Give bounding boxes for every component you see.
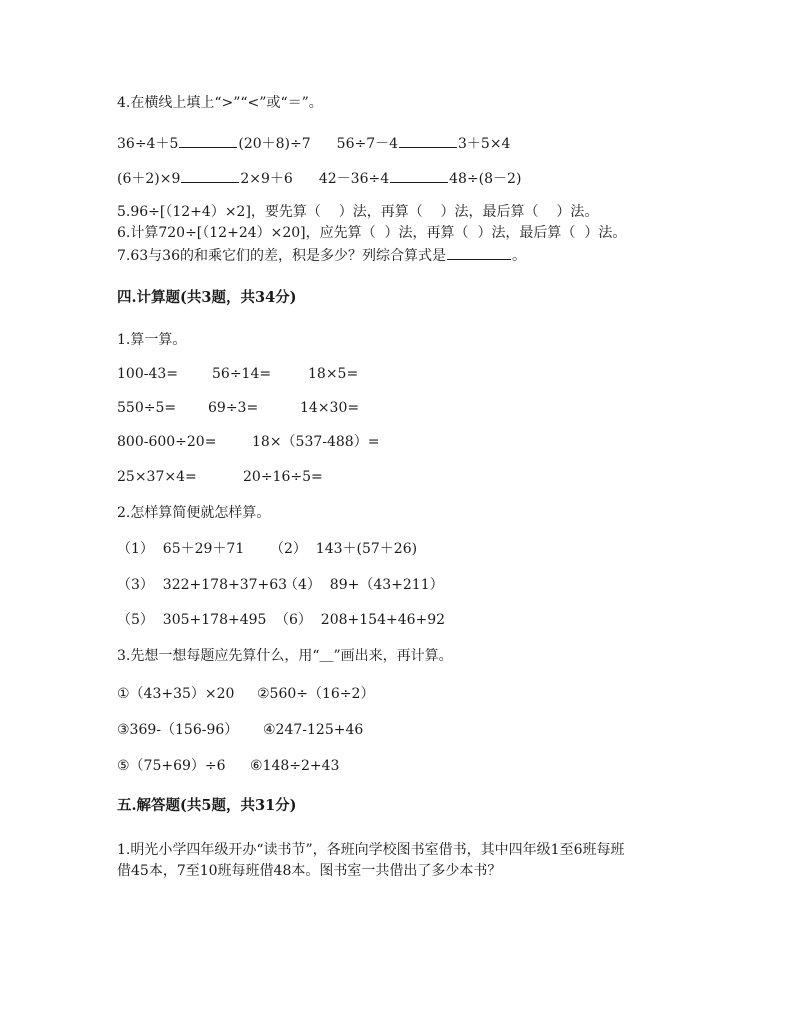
s4-p3-row-1 bbox=[117, 684, 374, 704]
q5-text: 5.96÷[（12+4）×2]，要先算（ ）法，再算（ ）法，最后算（ ）法。 bbox=[117, 204, 599, 220]
s4-p3-row-3 bbox=[117, 756, 339, 776]
calc-item: 56÷14= bbox=[212, 366, 272, 382]
s4-p1-row-4 bbox=[117, 467, 323, 487]
calc-item: 69÷3= bbox=[208, 400, 259, 416]
calc-item: （1） 65＋29＋71 bbox=[117, 541, 245, 557]
q4-row2-left-expr: (6＋2)×9 bbox=[117, 171, 181, 187]
answer-blank[interactable] bbox=[181, 168, 239, 183]
s4-p1-row-1 bbox=[117, 364, 358, 384]
q4-row-2 bbox=[117, 168, 521, 189]
answer-blank[interactable] bbox=[390, 168, 448, 183]
s4-p3-row-2 bbox=[117, 720, 363, 740]
q7-line bbox=[117, 245, 526, 266]
calc-item: ①（43+35）×20 bbox=[117, 686, 235, 702]
section-4-heading: 四.计算题(共3题，共34分) bbox=[117, 289, 297, 306]
s5-p1-line-2: 借45本，7至10班每班借48本。图书室一共借出了多少本书？ bbox=[117, 863, 502, 879]
q4-row2-right-target: 48÷(8－2) bbox=[449, 171, 522, 187]
calc-item: 20÷16÷5= bbox=[243, 469, 323, 485]
answer-blank[interactable] bbox=[179, 133, 237, 148]
calc-item: 800-600÷20= bbox=[117, 434, 217, 450]
calc-item: 14×30= bbox=[300, 400, 360, 416]
s4-p1-row-3 bbox=[117, 432, 379, 452]
s4-p1-row-2 bbox=[117, 398, 359, 418]
q7-end: 。 bbox=[512, 248, 526, 264]
q6-text: 6.计算720÷[（12+24）×20]，应先算（ ）法，再算（ ）法，最后算（ ）法。 bbox=[117, 225, 627, 241]
q4-row1-right-target: 3＋5×4 bbox=[458, 136, 511, 152]
calc-item: （3） 322+178+37+63 bbox=[117, 577, 288, 593]
s4-p2-row-3 bbox=[117, 610, 445, 630]
calc-item: 18×（537-488）= bbox=[252, 434, 380, 450]
calc-item: （2） 143＋(57＋26) bbox=[270, 541, 418, 557]
s4-p2-row-1 bbox=[117, 539, 417, 559]
calc-item: （5） 305+178+495 bbox=[117, 612, 267, 628]
calc-item: 18×5= bbox=[308, 366, 359, 382]
answer-blank[interactable] bbox=[447, 245, 511, 260]
q7-text: 7.63与36的和乘它们的差，积是多少？列综合算式是 bbox=[117, 248, 446, 264]
section-5-heading: 五.解答题(共5题，共31分) bbox=[117, 797, 297, 814]
calc-item: ④247-125+46 bbox=[263, 722, 364, 738]
q4-row2-left-target: 2×9＋6 bbox=[240, 171, 293, 187]
calc-item: ⑥148÷2+43 bbox=[250, 758, 340, 774]
calc-item: 100-43= bbox=[117, 366, 178, 382]
q4-row-1 bbox=[117, 133, 510, 154]
s4-p3-title: 3.先想一想每题应先算什么，用“＿”画出来，再计算。 bbox=[117, 648, 453, 664]
q4-row1-left-expr: 36÷4＋5 bbox=[117, 136, 179, 152]
q4-row1-left-target: (20＋8)÷7 bbox=[238, 136, 311, 152]
s4-p2-title: 2.怎样算简便就怎样算。 bbox=[117, 505, 271, 521]
calc-item: 25×37×4= bbox=[117, 469, 197, 485]
calc-item: ②560÷（16÷2） bbox=[257, 686, 375, 702]
calc-item: （6） 208+154+46+92 bbox=[275, 612, 446, 628]
calc-item: ⑤（75+69）÷6 bbox=[117, 758, 226, 774]
s5-p1-line-1: 1.明光小学四年级开办“读书节”，各班向学校图书室借书，其中四年级1至6班每班 bbox=[117, 842, 625, 858]
calc-item: （4） 89+（43+211） bbox=[284, 577, 444, 593]
answer-blank[interactable] bbox=[399, 133, 457, 148]
q4-row1-right-expr: 56÷7－4 bbox=[336, 136, 399, 152]
q4-row2-right-expr: 42－36÷4 bbox=[318, 171, 390, 187]
calc-item: 550÷5= bbox=[117, 400, 177, 416]
calc-item: ③369-（156-96） bbox=[117, 722, 239, 738]
s4-p1-title: 1.算一算。 bbox=[117, 332, 187, 348]
q4-title: 4.在横线上填上“>”“<”或“＝”。 bbox=[117, 95, 323, 111]
s4-p2-row-2 bbox=[117, 575, 444, 595]
